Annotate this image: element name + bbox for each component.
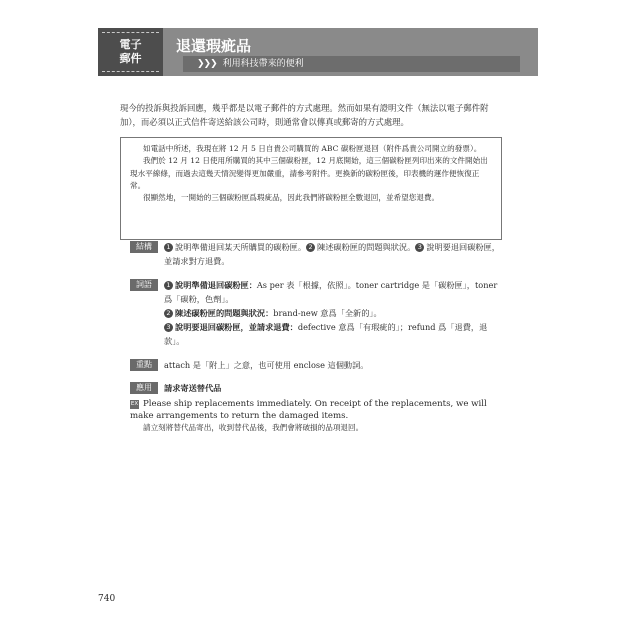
vocab-text-3: defective 意爲「有瑕疵的」；refund 爲「退費，退款」。 bbox=[164, 322, 488, 346]
letter-paragraph-3: 很顯然地，一開始的三個碳粉匣爲瑕疵品，因此我們將碳粉匣全數退回，並希望您退費。 bbox=[143, 193, 440, 203]
subtitle-bar bbox=[183, 56, 520, 72]
vocab-text-2: brand-new 意爲「全新的」。 bbox=[273, 308, 382, 318]
vocabulary-tag: 詞語 bbox=[130, 279, 158, 291]
vocab-item-2 bbox=[164, 306, 504, 320]
application-section bbox=[130, 381, 504, 434]
structure-item-1: 說明準備退回某天所購買的碳粉匣。 bbox=[175, 242, 307, 252]
key-point-text: attach 是「附上」之意，也可使用 enclose 這個動詞。 bbox=[164, 360, 369, 370]
structure-tag: 結構 bbox=[130, 241, 158, 253]
category-line-1: 電子 bbox=[119, 38, 142, 51]
vocab-item-3 bbox=[164, 320, 504, 348]
number-3-icon: 3 bbox=[164, 323, 173, 332]
structure-item-2: 陳述碳粉匣的問題與狀況。 bbox=[317, 242, 416, 252]
vocabulary-section bbox=[130, 278, 504, 348]
category-line-2: 郵件 bbox=[119, 52, 142, 65]
vocab-heading-1: 說明準備退回碳粉匣： bbox=[175, 280, 257, 290]
structure-body bbox=[164, 240, 504, 268]
vocab-text-1: As per 表「根據，依照」。toner cartridge 是「碳粉匣」，toner 爲「碳粉，色劑」。 bbox=[164, 280, 498, 304]
page-number: 740 bbox=[98, 594, 116, 604]
application-tag: 應用 bbox=[130, 382, 158, 394]
number-2-icon: 2 bbox=[306, 243, 315, 252]
example-english-text: Please ship replacements immediately. On receipt of the replacements, we will make arrangements to return the damaged items. bbox=[130, 399, 487, 421]
vocab-heading-2: 陳述碳粉匣的問題與狀況： bbox=[175, 308, 274, 318]
key-point-tag: 重點 bbox=[130, 359, 158, 371]
application-title: 請求寄送替代品 bbox=[164, 383, 222, 393]
structure-item-3: 說明要退回碳粉匣，並請求對方退費。 bbox=[164, 242, 500, 266]
structure-section bbox=[130, 240, 504, 268]
letter-paragraph-1: 如電話中所述，我現在將 12 月 5 日自貴公司購買的 ABC 碳粉匣退回（附件爲貴公司開立的發票）。 bbox=[143, 144, 482, 153]
sample-letter-box bbox=[120, 137, 502, 240]
vocabulary-body bbox=[164, 278, 504, 348]
vocab-heading-3: 說明要退回碳粉匣，並請求退費： bbox=[175, 322, 298, 332]
example-block bbox=[130, 398, 504, 434]
example-english bbox=[130, 398, 504, 422]
example-icon: EX bbox=[130, 401, 139, 407]
letter-paragraph-2: 我們於 12 月 12 日使用所購買的其中三個碳粉匣，12 月底開始，這三個碳粉匣列印出來的文件開始出現水平線條，而過去這幾天情況變得更加嚴重，請參考附件。更換新的碳粉匣後，印表機的運作便恢復正常。 bbox=[130, 156, 488, 190]
number-3-icon: 3 bbox=[415, 243, 424, 252]
example-chinese: 請立刻將替代品寄出，收到替代品後，我們會將破損的品項退回。 bbox=[143, 423, 364, 432]
category-badge bbox=[98, 28, 163, 76]
key-point-section bbox=[130, 358, 504, 372]
number-1-icon: 1 bbox=[164, 243, 173, 252]
triple-chevron-icon: ❯❯❯ bbox=[197, 59, 217, 69]
vocab-item-1 bbox=[164, 278, 504, 306]
page-title: 退還瑕疵品 bbox=[176, 37, 252, 55]
section-header bbox=[98, 28, 538, 76]
intro-paragraph: 現今的投訴與投訴回應，幾乎都是以電子郵件的方式處理。然而如果有證明文件（無法以電子郵件附加），而必須以正式信件寄送給該公司時，則通常會以傳真或郵寄的方式處理。 bbox=[120, 103, 489, 127]
number-1-icon: 1 bbox=[164, 281, 173, 290]
subtitle: 利用科技帶來的便利 bbox=[222, 59, 304, 69]
number-2-icon: 2 bbox=[164, 309, 173, 318]
